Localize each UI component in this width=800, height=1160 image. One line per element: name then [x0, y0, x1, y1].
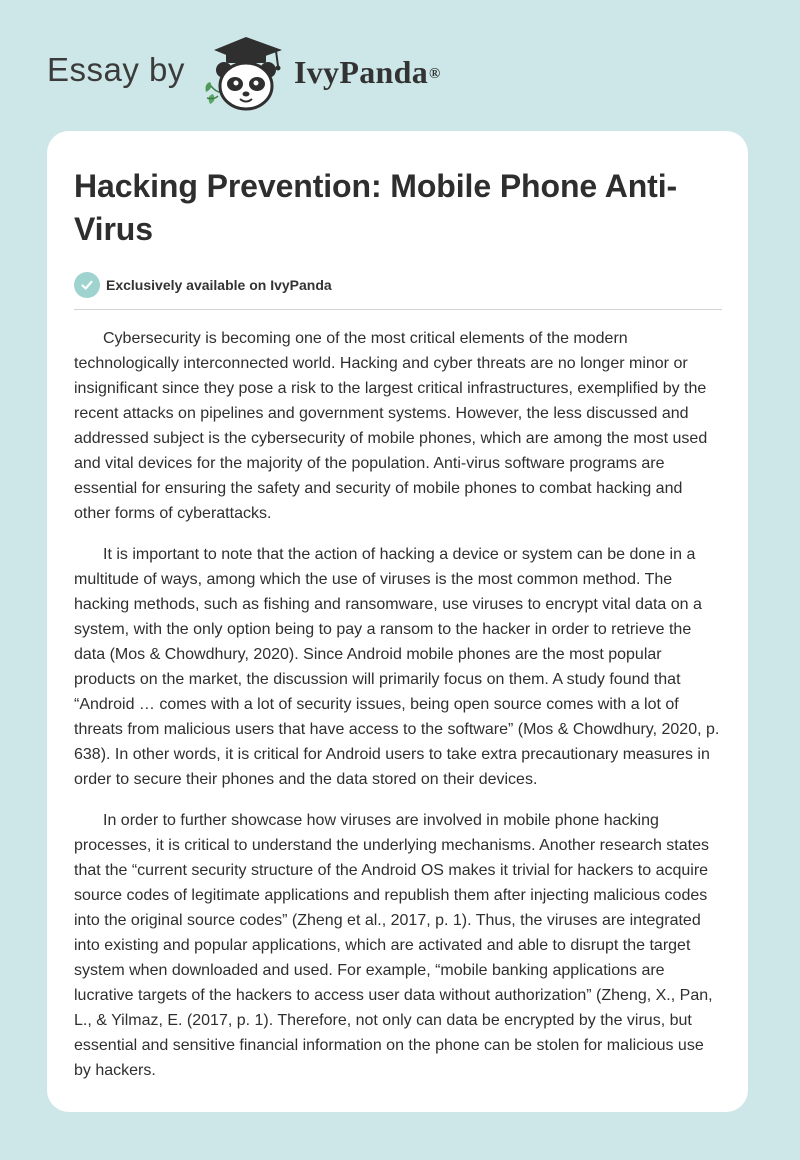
article-body — [74, 326, 722, 1083]
essay-by-label: Essay by — [47, 51, 185, 88]
page-title: Hacking Prevention: Mobile Phone Anti-Virus — [74, 168, 678, 247]
site-header — [0, 0, 800, 130]
panda-graduate-icon[interactable] — [202, 34, 286, 112]
exclusive-badge — [74, 272, 722, 298]
paragraph: In order to further showcase how viruses are involved in mobile phone hacking processes, it is critical to understand the underlying mechanisms. Another research states that the “current security structure of the Android OS makes it trivial for hackers to acquire source codes of legitimate applications and republish them after injecting malicious codes into the original source codes” (Zheng et al., 2017, p. 1). Thus, the viruses are integrated into existing and popular applications, which are activated and able to disrupt the target system when downloaded and used. For example, “mobile banking applications are lucrative targets of the hackers to access user data without authorization” (Zheng, X., Pan, L., & Yilmaz, E. (2017, p. 1). Therefore, not only can data be encrypted by the virus, but essential and sensitive financial information on the phone can be stolen for malicious use by hackers. — [74, 812, 713, 1079]
brand-name[interactable] — [294, 52, 441, 92]
brand-name-text: IvyPanda — [294, 54, 428, 90]
check-circle-icon — [74, 272, 100, 298]
article-card — [47, 131, 748, 1112]
paragraph: Cybersecurity is becoming one of the most critical elements of the modern technologically interconnected world. Hacking and cyber threats are no longer minor or insignificant since they pose a risk to the largest critical infrastructures, exemplified by the recent attacks on pipelines and government systems. However, the less discussed and addressed subject is the cybersecurity of mobile phones, which are among the most used and vital devices for the majority of the population. Anti-virus software programs are essential for ensuring the safety and security of mobile phones to combat hacking and other forms of cyberattacks. — [74, 330, 708, 522]
exclusive-badge-label: Exclusively available on IvyPanda — [106, 277, 332, 293]
registered-mark: ® — [429, 66, 441, 82]
divider — [74, 309, 722, 310]
paragraph: It is important to note that the action of hacking a device or system can be done in a multitude of ways, among which the use of viruses is the most common method. The hacking methods, such as fishing and ransomware, use viruses to encrypt vital data on a system, with the only option being to pay a ransom to the hacker in order to retrieve the data (Mos & Chowdhury, 2020). Since Android mobile phones are the most popular products on the market, the discussion will primarily focus on them. A study found that “Android … comes with a lot of security issues, being open source comes with a lot of threats from malicious users that have access to the software” (Mos & Chowdhury, 2020, p. 638). In other words, it is critical for Android users to take extra precautionary measures in order to secure their phones and the data stored on their devices. — [74, 546, 720, 788]
